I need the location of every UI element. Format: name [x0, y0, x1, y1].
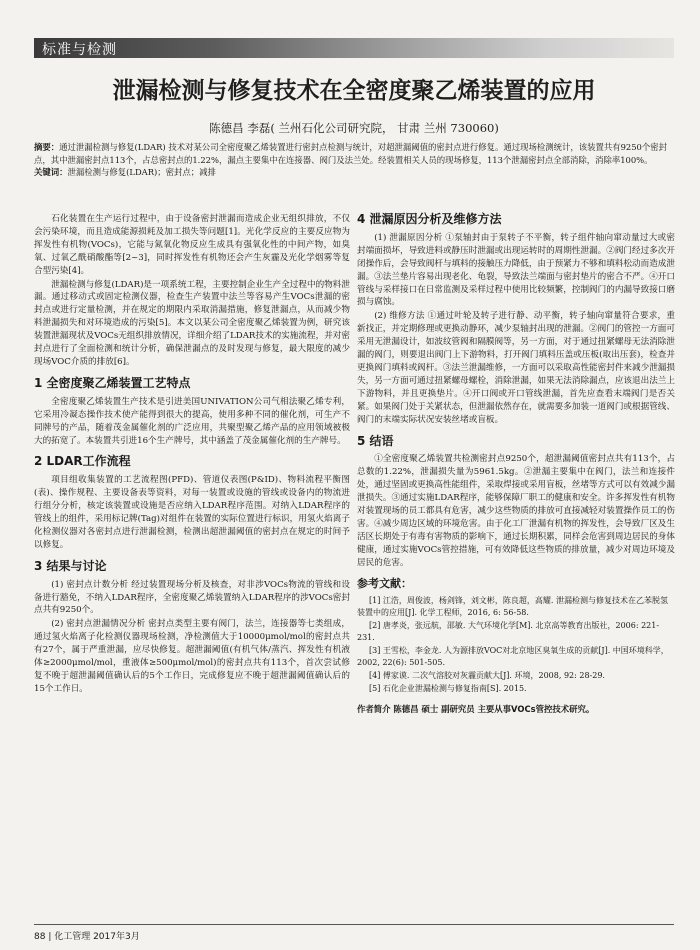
reference-item: [3] 王雪松，李金龙. 人为源排放VOC对北京地区臭氧生成的贡献[J]. 中国环境科学，2002, 22(6): 501-505. [357, 646, 669, 668]
abstract-text-line [34, 141, 674, 166]
author-bio: 作者简介 陈德昌 硕士 副研究员 主要从事VOCs管控技术研究。 [357, 704, 595, 715]
author-line: 陈德昌 李磊( 兰州石化公司研究院， 甘肃 兰州 730060) [209, 121, 499, 135]
abstract-label: 摘要： [34, 142, 60, 152]
reference-item: [4] 傅家谟. 二次气溶胶对灰霾贡献大[J]. 环境，2008, 92: 28-29. [369, 671, 605, 681]
section-banner [34, 38, 674, 58]
section-paragraph: (2) 维修方法 ①通过叶轮及转子进行静、动平衡，转子轴向窜量符合要求，重新找正，并定期修理或更换动静环，减少泵轴封出现的泄漏。②阀门的管控一方面可采用无泄漏设计，如波纹管阀和隔膜阀等，另一方面，对于通过扭紧螺母无法消除泄漏的阀门，则要退出阀门上下游物料，打开阀门填料压盖或压板(取出压套)，检查并更换阀门填料或阀杆。③法兰泄漏维修，一方面可以采取高性能密封件来减少泄漏损失，另一方面可通过扭紧螺母螺栓，消除泄漏，如果无法消除漏点，应该退出法兰上下游物料，并且更换垫片。④开口阀或开口管线泄漏，首先应查看末端阀门是否关紧。如果阀门处于关紧状态，但泄漏依然存在，就需要多加装一道阀门或根据管线、阀门的末端实际状况安装丝堵或盲板。 [357, 311, 675, 425]
section-heading: 1 全密度聚乙烯装置工艺特点 [34, 375, 191, 390]
banner-label: 标准与检测 [42, 42, 117, 58]
section-paragraph: 全密度聚乙烯装置生产技术是引进美国UNIVATION公司气相法聚乙烯专利，它采用冷凝态操作技术使产能得到很大的提高，使用多种不同的催化剂，可生产不同牌号的产品，随着茂金属催化剂的广泛应用，共聚型聚乙烯产品的应用领域被极大的拓宽了。本装置共引进16个生产牌号，其中涵盖了茂金属催化剂的生产牌号。 [34, 396, 350, 446]
keywords-text: 泄漏检测与修复(LDAR)；密封点；减排 [67, 167, 216, 178]
intro-paragraph: 石化装置在生产运行过程中，由于设备密封泄漏而造成企业无组织排放，不仅会污染环境，而且造成能源损耗及加工损失等问题[1]。光化学反应的主要反应物为挥发性有机物(VOCs)，它能与氮氧化物反应生成具有强氧化性的中间产物，如臭氧、过氧乙酰硝酸酯等[2~3]，同时挥发性有机物还会产生灰霾及光化学烟雾等复合型污染[4]。 [34, 214, 350, 276]
reference-list [357, 595, 675, 695]
left-column [34, 213, 350, 697]
reference-item: [1] 江浩，周俊波，杨剑锋，刘文彬，陈良超，高耀. 泄漏检测与修复技术在乙苯脱氢装置中的应用[J]. 化学工程师，2016, 6: 56-58. [357, 596, 668, 618]
section-heading: 5 结语 [357, 433, 394, 448]
reference-item: [5] 石化企业泄漏检测与修复指南[S]. 2015. [369, 684, 527, 694]
section-paragraph: (1) 密封点计数分析 经过装置现场分析及核查，对非涉VOCs物流的管线和设备进行豁免，不纳入LDAR程序，全密度聚乙烯装置纳入LDAR程序的涉VOCs密封点共有9250个。 [34, 579, 350, 616]
abstract-text: 通过泄漏检测与修复(LDAR) 技术对某公司全密度聚乙烯装置进行密封点检测与统计，对超泄漏阈值的密封点进行修复。通过现场检测统计，该装置共有9250个密封点，其中泄漏密封点113个，占总密封点的1.22%，漏点主要集中在连接器、阀门及法兰处。经装置相关人员的现场修复，113个泄漏密封点全部消除，消除率100%。 [34, 142, 668, 165]
keywords-label: 关键词： [34, 167, 68, 178]
page-footer: 88 | 化工管理 2017年3月 [34, 932, 140, 942]
references-heading: 参考文献： [357, 576, 412, 590]
keywords-line [34, 166, 674, 179]
section-paragraph: (2) 密封点泄漏情况分析 密封点类型主要有阀门，法兰，连接器等七类组成，通过氢火焰离子化检测仪器现场检测，净检测值大于10000μmol/mol的密封点共有27个，属于严重泄漏，应尽快修复。超泄漏阈值(有机气体/蒸汽、挥发性有机液体≥2000μmol/mol，重液体≥500μmol/mol)的密封点共有113个，首次尝试修复不晚于超泄漏阈值确认后的5个工作日，完成修复应不晚于超泄漏阈值确认后的15个工作日。 [34, 619, 350, 694]
section-paragraph: ①全密度聚乙烯装置共检测密封点9250个，超泄漏阈值密封点共有113个，占总数的1.22%，泄漏损失量为5961.5kg。②泄漏主要集中在阀门，法兰和连接件处，通过坚固或更换高性能组件，采取焊接或采用盲板，丝堵等方式可以有效减少漏泄损失。③通过实施LDAR程序，能够保障厂职工的健康和安全。许多挥发性有机物对装置现场的员工都具有危害，减少这些物质的排放可直接减轻对装置操作员工的伤害。④减少周边区域的环境危害。由于化工厂泄漏有机物的挥发性，会导致厂区及生活区长期处于有毒有害物质的影响下，通过长期积累，同样会危害到周边居民的身体健康，通过实施VOCs管控措施，可有效降低这些物质的排放量，减少对周边环境及居民的危害。 [357, 454, 675, 568]
section-heading: 2 LDAR工作流程 [34, 454, 131, 469]
article-title: 泄漏检测与修复技术在全密度聚乙烯装置的应用 [112, 78, 596, 104]
abstract-block [34, 141, 674, 179]
footer-rule [34, 924, 674, 925]
section-heading: 4 泄漏原因分析及维修方法 [357, 212, 502, 226]
reference-item: [2] 唐孝炎，张远航，邵敏. 大气环境化学[M]. 北京高等教育出版社，2006: 221-231. [357, 621, 660, 643]
section-paragraph: (1) 泄漏原因分析 ①泵轴封由于泵转子不平衡，转子组件轴向窜动量过大或密封端面损坏，导致进料或静压时泄漏或出现运转时的周期性泄漏。②阀门经过多次开闭操作后，会导致阀杆与填料的接触压力降低，由于预紧力不够和填料松动而造成泄漏。③法兰垫片容易出现老化、龟裂，导致法兰端面与密封垫片的密合不严。④开口管线与采样接口在日常监测及采样过程中使用比较频繁，控制阀门的内漏导致接口磨损与腐蚀。 [357, 232, 675, 308]
right-column [357, 213, 675, 716]
intro-paragraph: 泄漏检测与修复(LDAR)是一项系统工程，主要控制企业生产全过程中的物料泄漏。通过移动式或固定检测仪器，检查生产装置中法兰等容易产生VOCs泄漏的密封点或进行定量检测，并在规定的期限内采取消漏措施，修复泄漏点，从而减少物料泄漏损失和对环境造成的污染[5]。本文以某公司全密度聚乙烯装置为例，研究该装置泄漏现状及VOCs无组织排放情况，详细介绍了LDAR技术的实施流程，并对密封点进行了全面检测和统计分析，确保泄漏点的及时发现与修复，最大限度的减少现场VOC介质的排放[6]。 [34, 279, 350, 367]
section-paragraph: 项目组收集装置的工艺流程图(PFD)、管道仪表图(P&ID)、物料流程平衡图(表)、操作规程、主要设备表等资料，对每一装置或设施的管线或设备内的物流进行组分分析，核定该装置或设施是否应纳入LDAR程序范围。对纳入LDAR程序的管线上的组件，采用标记牌(Tag)对组件在装置的实际位置进行标识，用氢火焰离子化检测仪器对各密封点进行泄漏检测，检测出超泄漏阈值的密封点在规定的时间予以修复。 [34, 475, 350, 550]
section-heading: 3 结果与讨论 [34, 558, 107, 573]
